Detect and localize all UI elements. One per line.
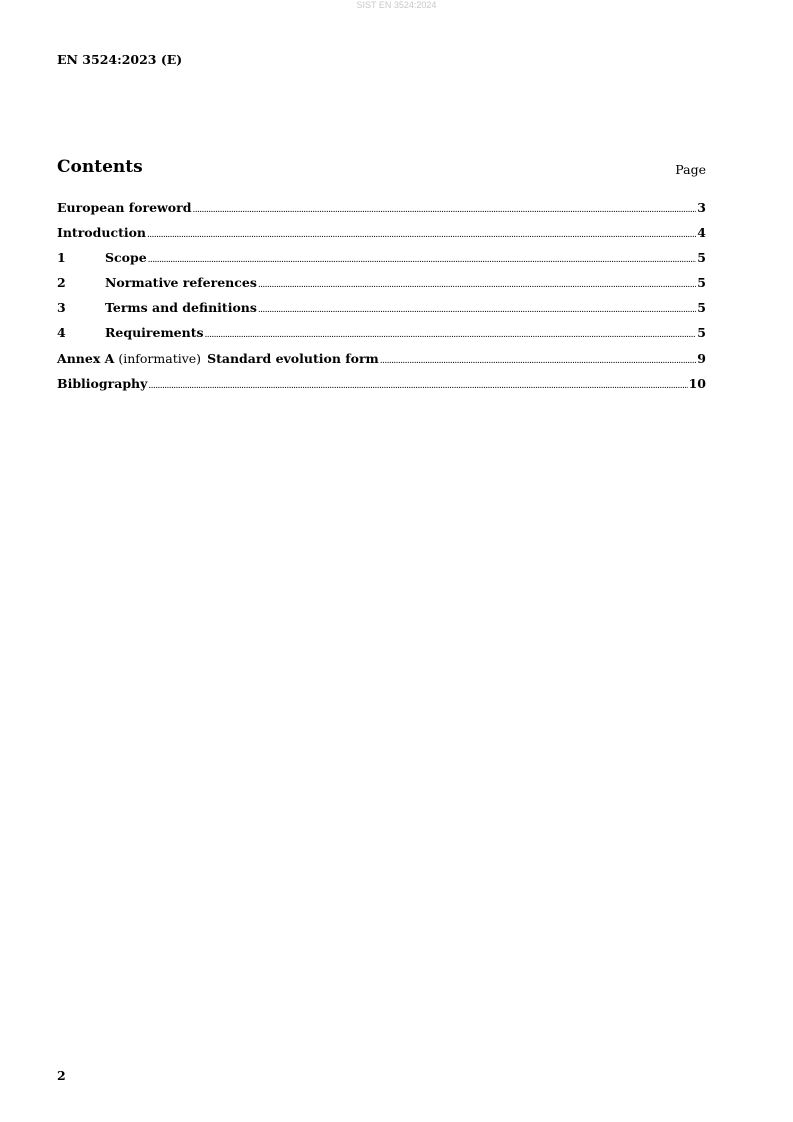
document-identifier: EN 3524:2023 (E): [57, 52, 183, 67]
toc-entry-page: 5: [697, 275, 706, 291]
toc-entry-introduction[interactable]: [57, 225, 706, 250]
toc-entry-title: Requirements: [105, 325, 204, 341]
toc-entry-page: 5: [697, 300, 706, 316]
page-column-label: Page: [675, 162, 706, 177]
toc-entry-title: Scope: [105, 250, 147, 266]
toc-entry-title: Normative references: [105, 275, 257, 291]
toc-entry-page: 10: [688, 375, 706, 391]
toc-leader-dots: [147, 230, 696, 240]
toc-entry-title: Terms and definitions: [105, 300, 257, 316]
toc-entry-number: 3: [57, 300, 66, 316]
contents-title: Contents: [57, 157, 143, 177]
toc-leader-dots: [192, 205, 696, 215]
toc-entry-title: Introduction: [57, 225, 147, 241]
toc-leader-dots: [205, 330, 697, 340]
toc-leader-dots: [148, 255, 697, 265]
table-of-contents: [57, 200, 706, 401]
toc-entry-bibliography[interactable]: [57, 376, 706, 401]
toc-entry-number: 2: [57, 275, 66, 291]
toc-entry-page: 5: [697, 250, 706, 266]
toc-entry-title: Standard evolution form: [207, 350, 379, 366]
toc-entry-requirements[interactable]: [57, 325, 706, 350]
toc-entry-title: European foreword: [57, 200, 192, 215]
toc-entry-annex-a[interactable]: [57, 351, 706, 376]
toc-entry-normative-references[interactable]: [57, 275, 706, 300]
toc-entry-annex-label: Annex A: [57, 350, 115, 366]
toc-entry-terms-and-definitions[interactable]: [57, 300, 706, 325]
contents-header: [57, 157, 706, 183]
toc-entry-page: 5: [697, 325, 706, 341]
page-number: 2: [57, 1068, 66, 1083]
toc-entry-european-foreword[interactable]: [57, 200, 706, 225]
toc-entry-scope[interactable]: [57, 250, 706, 275]
toc-entry-page: 9: [697, 350, 706, 366]
toc-leader-dots: [148, 381, 687, 391]
toc-entry-page: 4: [697, 225, 706, 241]
toc-entry-annex-type: (informative): [118, 350, 202, 366]
toc-leader-dots: [258, 280, 696, 290]
watermark: SIST EN 3524:2024: [356, 0, 437, 10]
toc-entry-number: 4: [57, 325, 66, 341]
toc-entry-page: 3: [697, 200, 706, 215]
toc-leader-dots: [380, 356, 697, 366]
toc-entry-title: Bibliography: [57, 375, 148, 391]
toc-entry-number: 1: [57, 250, 66, 266]
toc-leader-dots: [258, 305, 696, 315]
